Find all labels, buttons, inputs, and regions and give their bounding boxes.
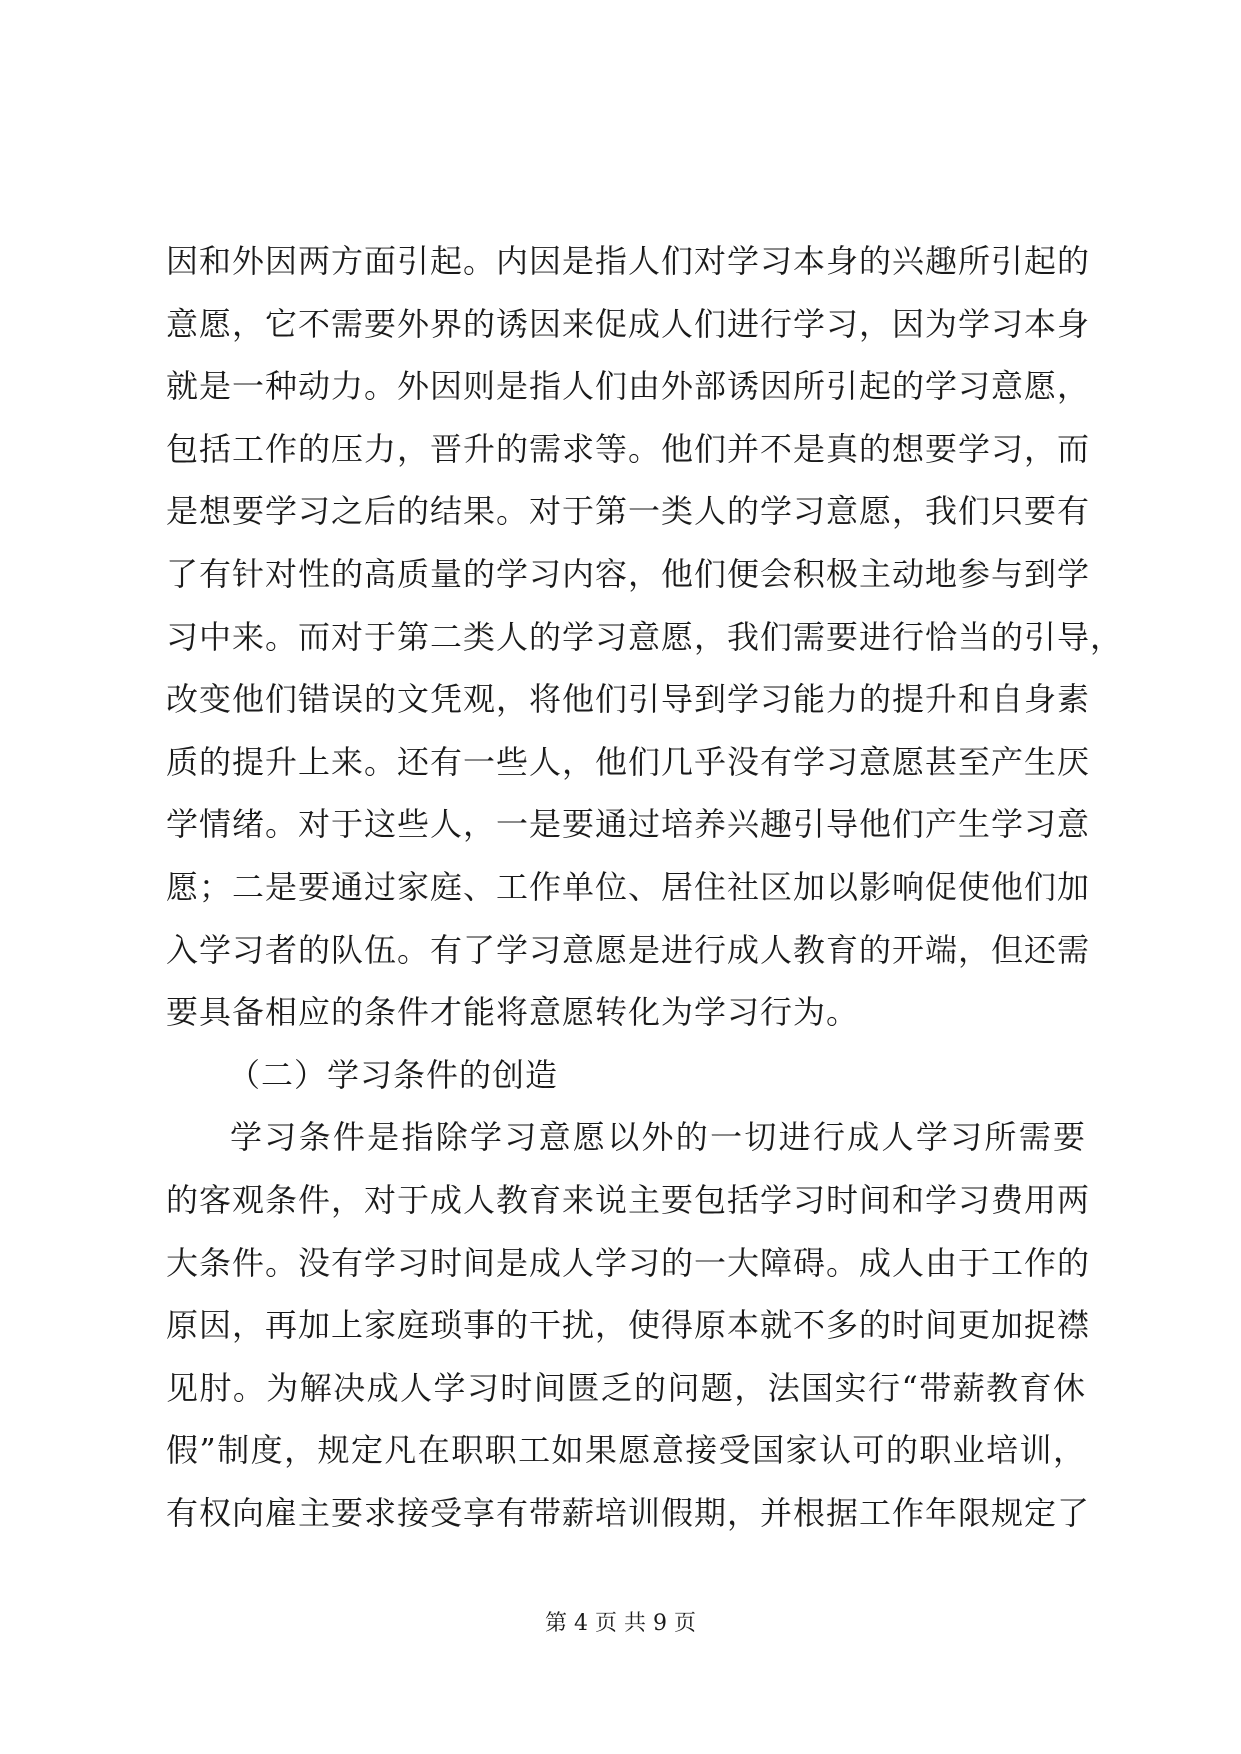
section-heading: （二）学习条件的创造 [228, 1055, 559, 1094]
paragraph-1 [166, 230, 1124, 1044]
paragraph-2 [166, 1106, 1091, 1544]
text-line: 学习条件是指除学习意愿以外的一切进行成人学习所需要 [230, 1118, 1086, 1157]
text-line: 质的提升上来。还有一些人，他们几乎没有学习意愿甚至产生厌 [166, 742, 1091, 781]
text-line: 的客观条件，对于成人教育来说主要包括学习时间和学习费用两 [166, 1180, 1091, 1219]
text-line: 意愿，它不需要外界的诱因来促成人们进行学习，因为学习本身 [166, 304, 1091, 343]
text-line: 了有针对性的高质量的学习内容，他们便会积极主动地参与到学 [166, 554, 1091, 593]
text-line: 愿；二是要通过家庭、工作单位、居住社区加以影响促使他们加 [166, 867, 1091, 906]
text-line: 改变他们错误的文凭观，将他们引导到学习能力的提升和自身素 [166, 680, 1091, 719]
text-line: 原因，再加上家庭琐事的干扰，使得原本就不多的时间更加捉襟 [166, 1306, 1091, 1345]
page-number-footer: 第 4 页 共 9 页 [545, 1611, 696, 1636]
text-line: 入学习者的队伍。有了学习意愿是进行成人教育的开端，但还需 [166, 930, 1091, 969]
text-line: 因和外因两方面引起。内因是指人们对学习本身的兴趣所引起的 [166, 242, 1091, 280]
text-line: 是想要学习之后的结果。对于第一类人的学习意愿，我们只要有 [166, 492, 1091, 531]
text-line: 假”制度，规定凡在职职工如果愿意接受国家认可的职业培训， [166, 1431, 1086, 1470]
text-line: 有权向雇主要求接受享有带薪培训假期，并根据工作年限规定了 [166, 1493, 1091, 1532]
text-line: 学情绪。对于这些人，一是要通过培养兴趣引导他们产生学习意 [166, 805, 1091, 844]
text-line: 习中来。而对于第二类人的学习意愿，我们需要进行恰当的引导， [166, 617, 1124, 656]
text-line: 见肘。为解决成人学习时间匮乏的问题，法国实行“带薪教育休 [166, 1368, 1086, 1407]
text-line: 包括工作的压力，晋升的需求等。他们并不是真的想要学习，而 [166, 429, 1091, 468]
text-line: 就是一种动力。外因则是指人们由外部诱因所引起的学习意愿， [166, 367, 1091, 406]
text-line: 要具备相应的条件才能将意愿转化为学习行为。 [166, 993, 860, 1032]
document-body [166, 230, 1124, 1544]
text-line: 大条件。没有学习时间是成人学习的一大障碍。成人由于工作的 [166, 1243, 1091, 1282]
